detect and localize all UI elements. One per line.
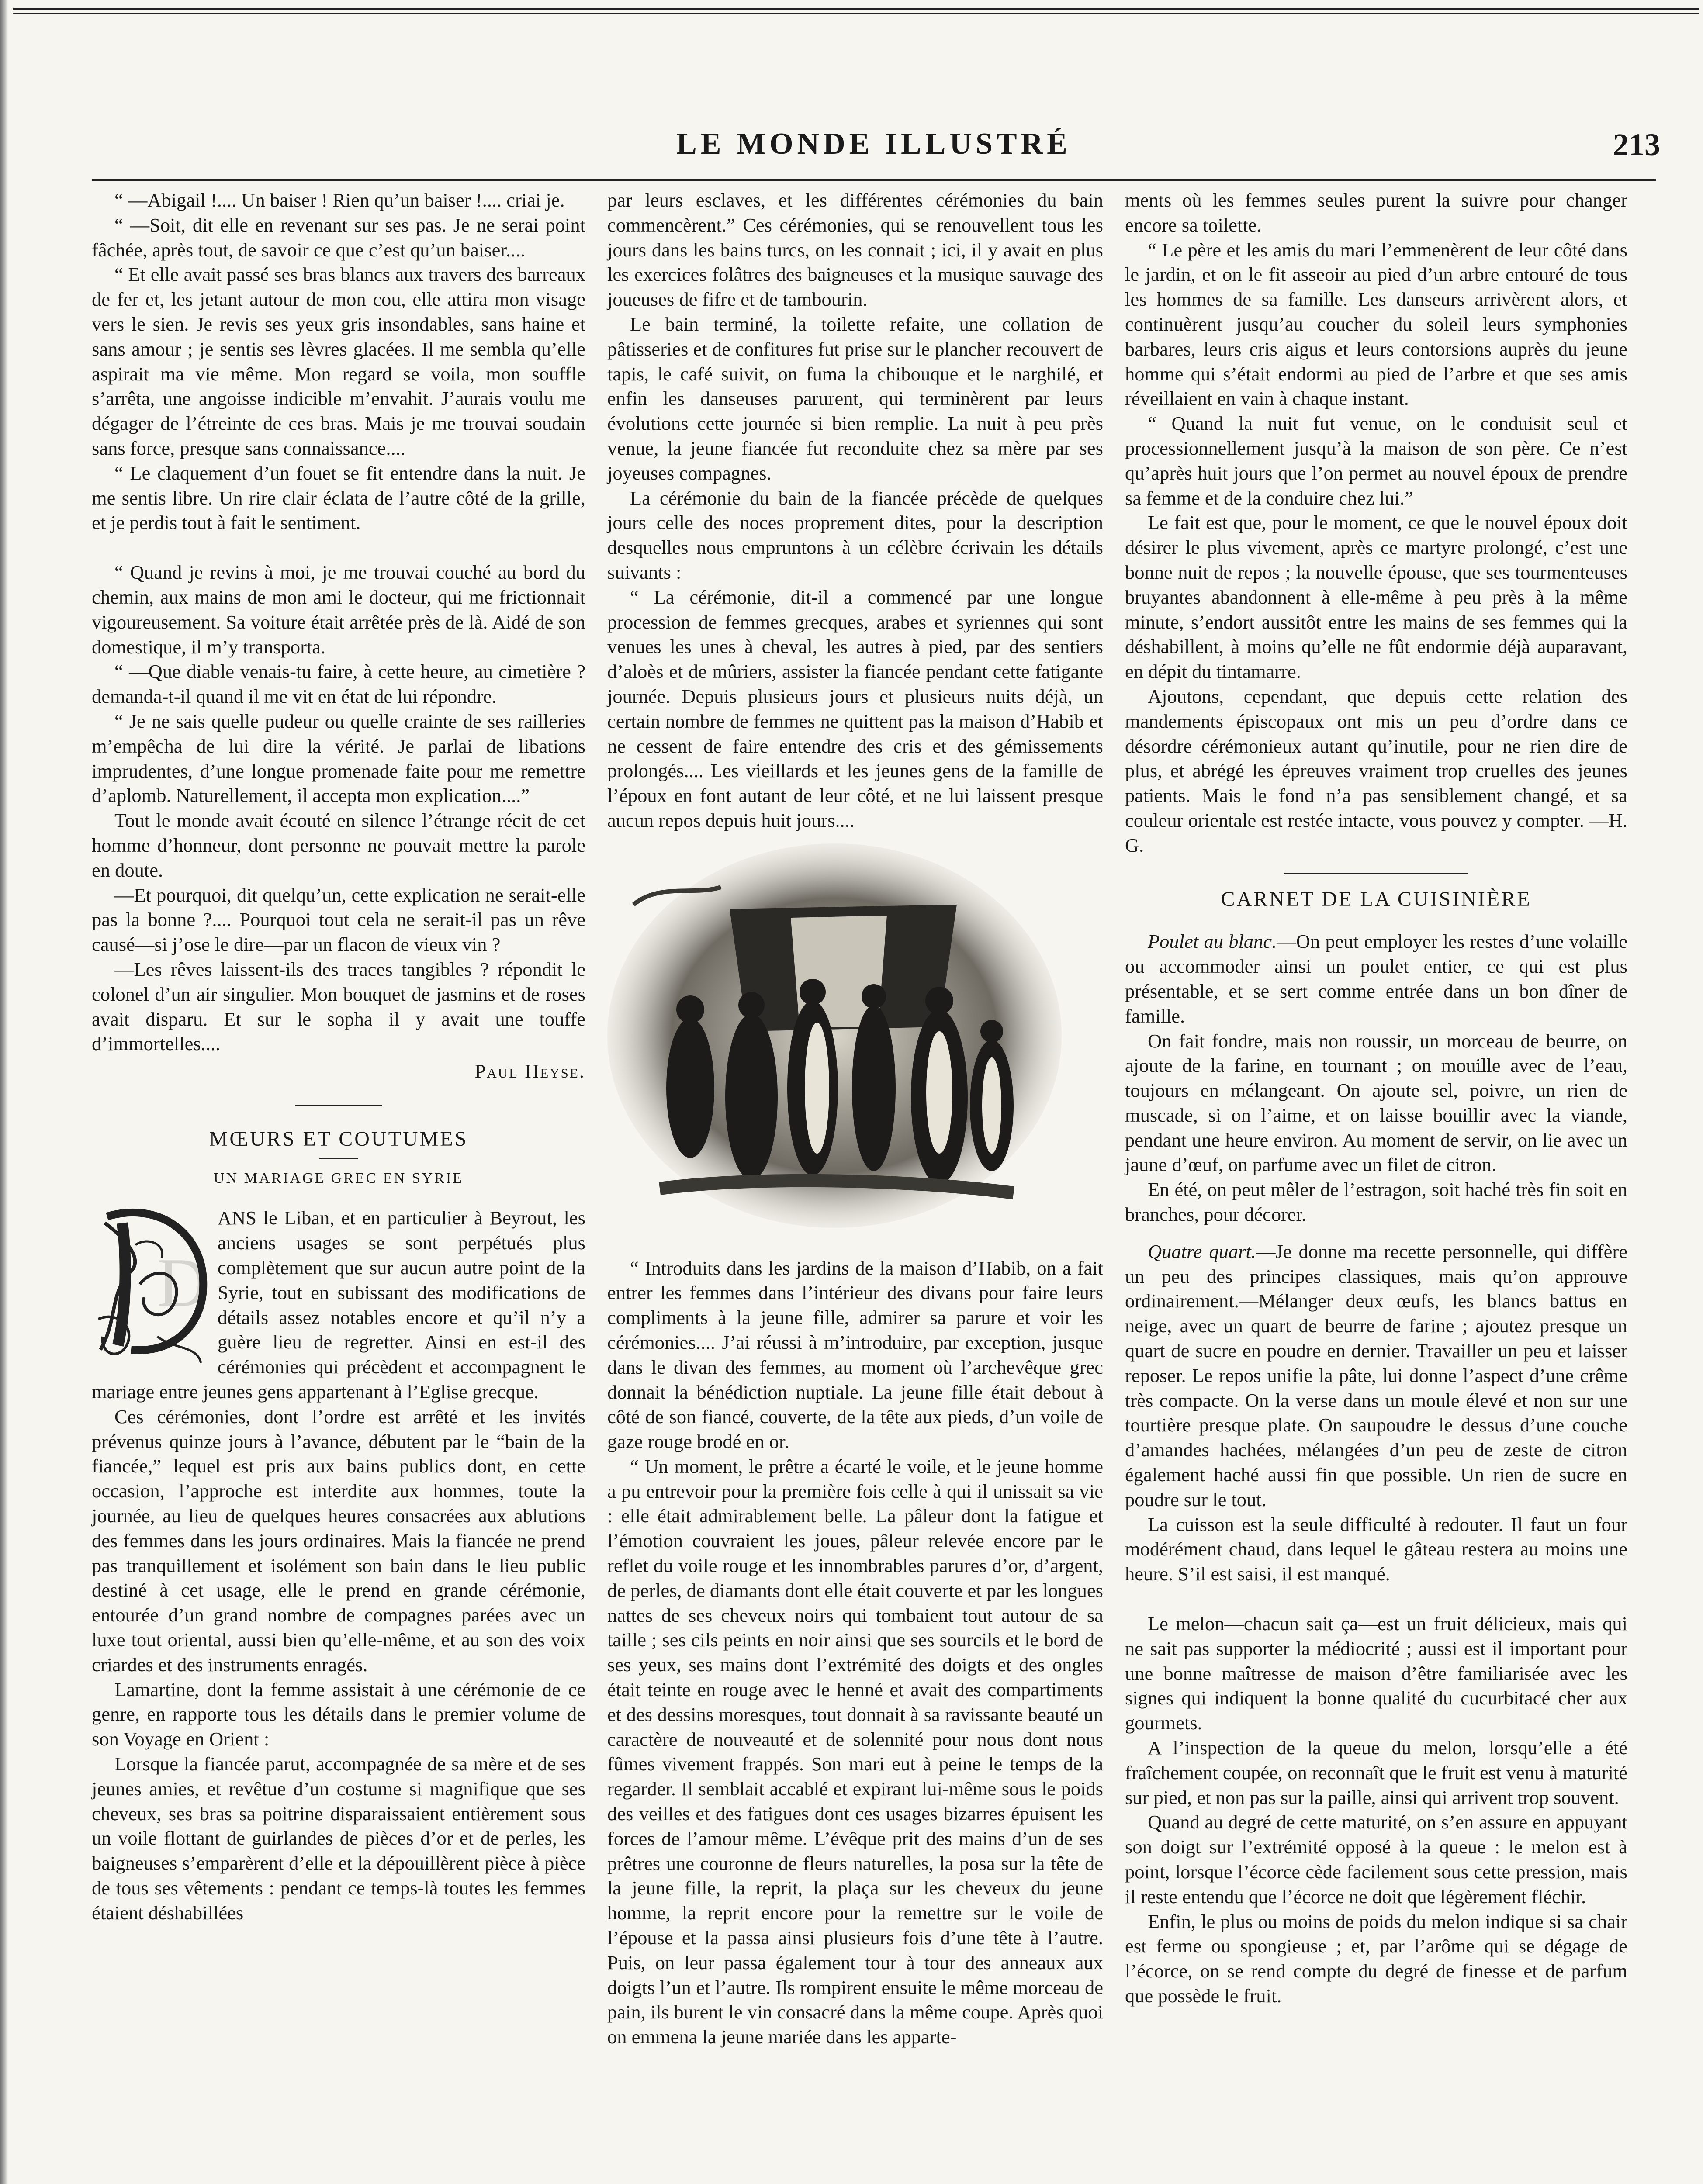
paragraph: Quand au degré de cette maturité, on s’en assure en appuyant son doigt sur l’extrémité opposé à la queue : le melon est à point, lorsque l’écorce cède facilement sous cette pression, mais il reste entendu que l’écorce ne doit que légèrement fléchir. <box>1125 1811 1627 1908</box>
recipe-text: —On peut employer les restes d’une volaille ou accommoder ainsi un poulet entier, ce qui est plus présentable, et se sert comme entrée dans un bon dîner de famille. <box>1125 930 1627 1027</box>
recipe-title: Poulet au blanc. <box>1148 930 1277 953</box>
article-intro <box>92 1206 585 1404</box>
paragraph: “ —Soit, dit elle en revenant sur ses pas. Je ne serai point fâchée, après tout, de savoir ce que c’est qu’un baiser.... <box>92 214 585 261</box>
paragraph: Ajoutons, cependant, que depuis cette relation des mandements épiscopaux ont mis un peu d’ordre dans ce désordre cérémonieux autant qu’inutile, pour ne rien dire de plus, et abrégé les épreuves vraiment trop cruelles des jeunes patients. Mais le fond n’a pas sensiblement changé, et sa couleur orientale est restée intacte, vous pouvez y compter. —H. G. <box>1125 685 1627 856</box>
recipe-title: Quatre quart. <box>1148 1240 1256 1262</box>
paragraph: Ces cérémonies, dont l’ordre est arrêté et les invités prévenus quinze jours à l’avance, débutent par le “bain de la fiancée,” lequel est pris aux bains publics dont, en cette occasion, l’approche est interdite aux hommes, toute la journée, au lieu de quelques heures consacrées aux ablutions des femmes dans les jours ordinaires. Mais la fiancée ne prend pas tranquillement et isolément son bain dans le lieu public destiné à cet usage, elle le prend en grande cérémonie, entourée d’un grand nombre de compagnes parées avec un luxe tout oriental, aussi bien qu’elle-même, et au son des voix criardes et des instruments enragés. <box>92 1405 585 1676</box>
author-signature: Paul Heyse. <box>474 1060 585 1082</box>
top-border <box>13 8 1699 10</box>
top-border-thin <box>13 13 1699 14</box>
paragraph: Lamartine, dont la femme assistait à une cérémonie de ce genre, en rapporte tous les détails dans le premier volume de son Voyage en Orient : <box>92 1678 585 1750</box>
page-header <box>87 127 1660 175</box>
paragraph: “ La cérémonie, dit-il a commencé par une longue procession de femmes grecques, arabes et syriennes qui sont venues les unes à cheval, les autres à pied, par des sentiers d’aloès et de mûriers, assister la fiancée pendant cette fatigante journée. Depuis plusieurs jours et plusieurs nuits déjà, un certain nombre de femmes ne quittent pas la maison d’Habib et ne cessent de faire entendre des cris et des gémissements prolongés.... Les vieillards et les jeunes gens de la famille de l’époux en font autant de leur côté, et ne lui laissent presque aucun repos depuis huit jours.... <box>607 586 1103 831</box>
column-3 <box>1125 188 1627 2184</box>
paragraph: A l’inspection de la queue du melon, lorsqu’elle a été fraîchement coupée, on reconnaît que le fruit est venu à maturité sur pied, et non pas sur la paille, ainsi qui arrivent trop souvent. <box>1125 1737 1627 1808</box>
paragraph: “ Un moment, le prêtre a écarté le voile, et le jeune homme a pu entrevoir pour la première fois celle à qui il unissait sa vie : elle était admirablement belle. La pâleur dont la fatigue et l’émotion couvraient les joues, pâleur relevée encore par le reflet du voile rouge et les innombrables parures d’or, d’argent, de perles, de diamants dont elle était couverte et par les longues nattes de ses cheveux noirs qui tombaient tout autour de sa taille ; ses cils peints en noir ainsi que ses sourcils et le bord de ses yeux, ses mains dont l’extrémité des doigts et des ongles était teinte en rouge avec le henné et avait des compartiments et des dessins moresques, tout donnait à sa ravissante beauté un caractère de nouveauté et de solennité pour nous dont nous fûmes vivement frappés. Son mari eut à peine le temps de la regarder. Il semblait accablé et expirant lui-même sous le poids des veilles et des fatigues dont ces usages bizarres épuisent les forces de l’amour même. L’évêque prit des mains d’un de ses prêtres une couronne de fleurs naturelles, la posa sur la tête de la jeune fille, la reprit, la plaça sur les cheveux du jeune homme, la reprit encore pour la remettre sur le voile de l’épouse et la passa ainsi plusieurs fois d’une tête à l’autre. Puis, on leur passa également tour à tour des anneaux aux doigts l’un et l’autre. Ils rompirent ensuite le même morceau de pain, ils burent le vin consacré dans la même coupe. Après quoi on emmena la jeune mariée dans les apparte- <box>607 1455 1103 2048</box>
paragraph: par leurs esclaves, et les différentes cérémonies du bain commencèrent.” Ces cérémonies, qui se renouvellent tous les jours dans les bains turcs, on les connait ; ici, il y avait en plus les exercices folâtres des baigneuses et la musique sauvage des joueuses de fifre et de tambourin. <box>607 189 1103 311</box>
paragraph: Tout le monde avait écouté en silence l’étrange récit de cet homme d’honneur, dont personne ne pouvait mettre la parole en doute. <box>92 809 585 881</box>
paragraph: “ Quand je revins à moi, je me trouvai couché au bord du chemin, aux mains de mon ami le docteur, qui me frictionnait vigoureusement. Sa voiture était arrêtée près de là. Aidé de son domestique, il m’y transporta. <box>92 561 585 658</box>
section-break <box>1125 1586 1627 1611</box>
wedding-engraving-illustration <box>607 843 1062 1232</box>
paragraph: “ —Que diable venais-tu faire, à cette heure, au cimetière ? demanda-t-il quand il me vit en état de lui répondre. <box>92 660 585 708</box>
page-number: 213 <box>1613 127 1660 162</box>
paragraph: “ Quand la nuit fut venue, on le conduisit seul et processionnellement jusqu’à la maison de son père. Ce n’est qu’après huit jours que l’on permet au nouvel époux de prendre sa femme et de la conduire chez lui.” <box>1125 412 1627 509</box>
paragraph: “ Le père et les amis du mari l’emmenèrent de leur côté dans le jardin, et on le fit asseoir au pied d’un arbre entouré de tous les hommes de sa famille. Les danseurs arrivèrent alors, et continuèrent jusqu’au coucher du soleil leurs symphonies barbares, leurs cris aigus et leurs contorsions auprès du jeune homme qui s’était endormi au pied de l’arbre et que ses amis réveillaient en vain à chaque instant. <box>1125 238 1627 410</box>
divider <box>319 1158 358 1159</box>
paragraph: “ Et elle avait passé ses bras blancs aux travers des barreaux de fer et, les jetant autour de mon cou, elle attira mon visage vers le sien. Je revis ses yeux gris insondables, sans haine et sans amour ; je sentis ses lèvres glacées. Il me sembla qu’elle aspirait ma vie même. Mon regard se voila, mon souffle s’arrêta, une angoisse indicible m’envahit. J’aurais voulu me dégager de l’étreinte de ces bras. Mais je me trouvai soudain sans force, presque sans connaissance.... <box>92 263 585 459</box>
column-1 <box>92 188 585 2184</box>
paragraph: Lorsque la fiancée parut, accompagnée de sa mère et de ses jeunes amies, et revêtue d’un costume si magnifique que ses cheveux, ses bras sa poitrine disparaissaient entièrement sous un voile flottant de guirlandes de pièces d’or et de perles, les baigneuses s’emparèrent d’elle et la dépouillèrent pièce à pièce de tous ses vêtements : pendant ce temps-là toutes les femmes étaient déshabillées <box>92 1753 585 1924</box>
paragraph: “ Introduits dans les jardins de la maison d’Habib, on a fait entrer les femmes dans l’intérieur des divans pour faire leurs compliments à la jeune fille, admirer sa parure et voir les cérémonies.... J’ai réussi à m’introduire, par exception, jusque dans le divan des femmes, au moment où l’archevêque grec donnait la bénédiction nuptiale. La jeune fille était debout à côté de son fiancé, couverte, de la tête aux pieds, d’un voile de gaze rouge brodé en or. <box>607 1257 1103 1453</box>
paragraph: Le bain terminé, la toilette refaite, une collation de pâtisseries et de confitures fut prise sur le plancher recouvert de tapis, le café suivit, on fuma la chibouque et le narghilé, et enfin les danseuses parurent, qui terminèrent par leurs évolutions cette journée si bien remplie. La nuit à peu près venue, la jeune fiancée fut reconduite chez sa mère par ses joyeuses compagnes. <box>607 313 1103 484</box>
paragraph: “ —Abigail !.... Un baiser ! Rien qu’un baiser !.... criai je. <box>114 189 565 211</box>
decorative-initial <box>92 1206 210 1367</box>
paragraph: Le melon—chacun sait ça—est un fruit délicieux, mais qui ne sait pas supporter la médiocrité ; aussi est il important pour une bonne maîtresse de maison d’être familiarisée avec les signes qui indiquent la bonne qualité du cucurbitacé cher aux gourmets. <box>1125 1613 1627 1734</box>
section-title: CARNET DE LA CUISINIÈRE <box>1221 887 1532 911</box>
svg-text:D: D <box>157 1244 208 1322</box>
paragraph: “ Je ne sais quelle pudeur ou quelle crainte de ses railleries m’empêcha de lui dire la vérité. Je parlai de libations imprudentes, d’une longue promenade faite pour me remettre d’aplomb. Naturellement, il accepta mon explication....” <box>92 710 585 807</box>
paragraph: Enfin, le plus ou moins de poids du melon indique si sa chair est ferme ou spongieuse ; et, par l’arôme qui se dégage de l’écorce, on se rend compte du degré de finesse et de parfum que possède le fruit. <box>1125 1910 1627 2007</box>
section-title: MŒURS ET COUTUMES <box>209 1127 468 1151</box>
paragraph: —Les rêves laissent-ils des traces tangibles ? répondit le colonel d’un air singulier. Mon bouquet de jasmins et de roses avait disparu. Et sur le sopha il y avait une touffe d’immortelles.... <box>92 958 585 1055</box>
column-2 <box>607 188 1103 2184</box>
paragraph: ANS le Liban, et en particulier à Beyrout, les anciens usages se sont perpétués plus complètement que sur aucun autre point de la Syrie, tout en subissant des modifications de détails assez notables encore et qu’il n’y a guère lieu de regretter. Ainsi en est-il des cérémonies qui précèdent et accompagnent le mariage entre jeunes gens appartenant à l’Eglise grecque. <box>92 1207 585 1403</box>
recipe-text: —Je donne ma recette personnelle, qui diffère un peu des principes classiques, mais qu’on approuve ordinairement.—Mélanger deux œufs, les blancs battus en neige, avec un quart de beurre de farine ; ajoutez presque un quart de sucre en poudre en dernier. Travailler un peu et laisser reposer. Le repos unifie la pâte, lui donne l’aspect d’une crême très compacte. On la verse dans un moule élevé et non sur une tourtière presque plate. On saupoudre le dessus d’une couche d’amandes hachées, mélangées d’un peu de zeste de citron également haché aussi fin que possible. Un rien de sucre en poudre sur le tout. <box>1125 1240 1627 1510</box>
paragraph: On fait fondre, mais non roussir, un morceau de beurre, on ajoute de la farine, en tournant ; on mouille avec de l’eau, toujours en mélangeant. On ajoute sel, poivre, un rien de muscade, si on l’aime, et on laisse bouillir avec la viande, pendant une heure environ. Au moment de servir, on lie avec un jaune d’œuf, on parfume avec un filet de citron. <box>1125 1030 1627 1176</box>
paragraph: “ Le claquement d’un fouet se fit entendre dans la nuit. Je me sentis libre. Un rire clair éclata de l’autre côté de la grille, et je perdis tout à fait le sentiment. <box>92 462 585 534</box>
page-edge-shadow <box>0 0 8 2184</box>
paragraph: La cuisson est la seule difficulté à redouter. Il faut un four modérément chaud, dans lequel le gâteau restera au moins une heure. S’il est saisi, il est manqué. <box>1125 1513 1627 1585</box>
section-subtitle: UN MARIAGE GREC EN SYRIE <box>214 1170 464 1186</box>
paragraph: ments où les femmes seules purent la suivre pour changer encore sa toilette. <box>1125 189 1627 236</box>
paragraph: La cérémonie du bain de la fiancée précède de quelques jours celle des noces proprement dites, pour la description desquelles nous empruntons à un célèbre écrivain les détails suivants : <box>607 487 1103 583</box>
paragraph: —Et pourquoi, dit quelqu’un, cette explication ne serait-elle pas la bonne ?.... Pourquoi tout cela ne serait-il pas un rêve causé—si j’ose le dire—par un flacon de vieux vin ? <box>92 884 585 956</box>
paragraph: En été, on peut mêler de l’estragon, soit haché très fin soit en branches, pour décorer. <box>1125 1178 1627 1226</box>
masthead-title: LE MONDE ILLUSTRÉ <box>676 127 1071 161</box>
header-rule <box>92 179 1656 181</box>
divider <box>295 1105 382 1106</box>
divider <box>1284 873 1468 874</box>
section-break <box>92 535 585 560</box>
paragraph: Le fait est que, pour le moment, ce que le nouvel époux doit désirer le plus vivement, après ce martyre prolongé, c’est une bonne nuit de repos ; la nouvelle épouse, que ses tourmenteuses bruyantes abandonnent à elle-même à peu près à la même minute, s’endort aussitôt entre les mains de ses femmes qui la déshabillent, à moins qu’elle ne fût endormie déjà auparavant, en dépit du tintamarre. <box>1125 511 1627 683</box>
